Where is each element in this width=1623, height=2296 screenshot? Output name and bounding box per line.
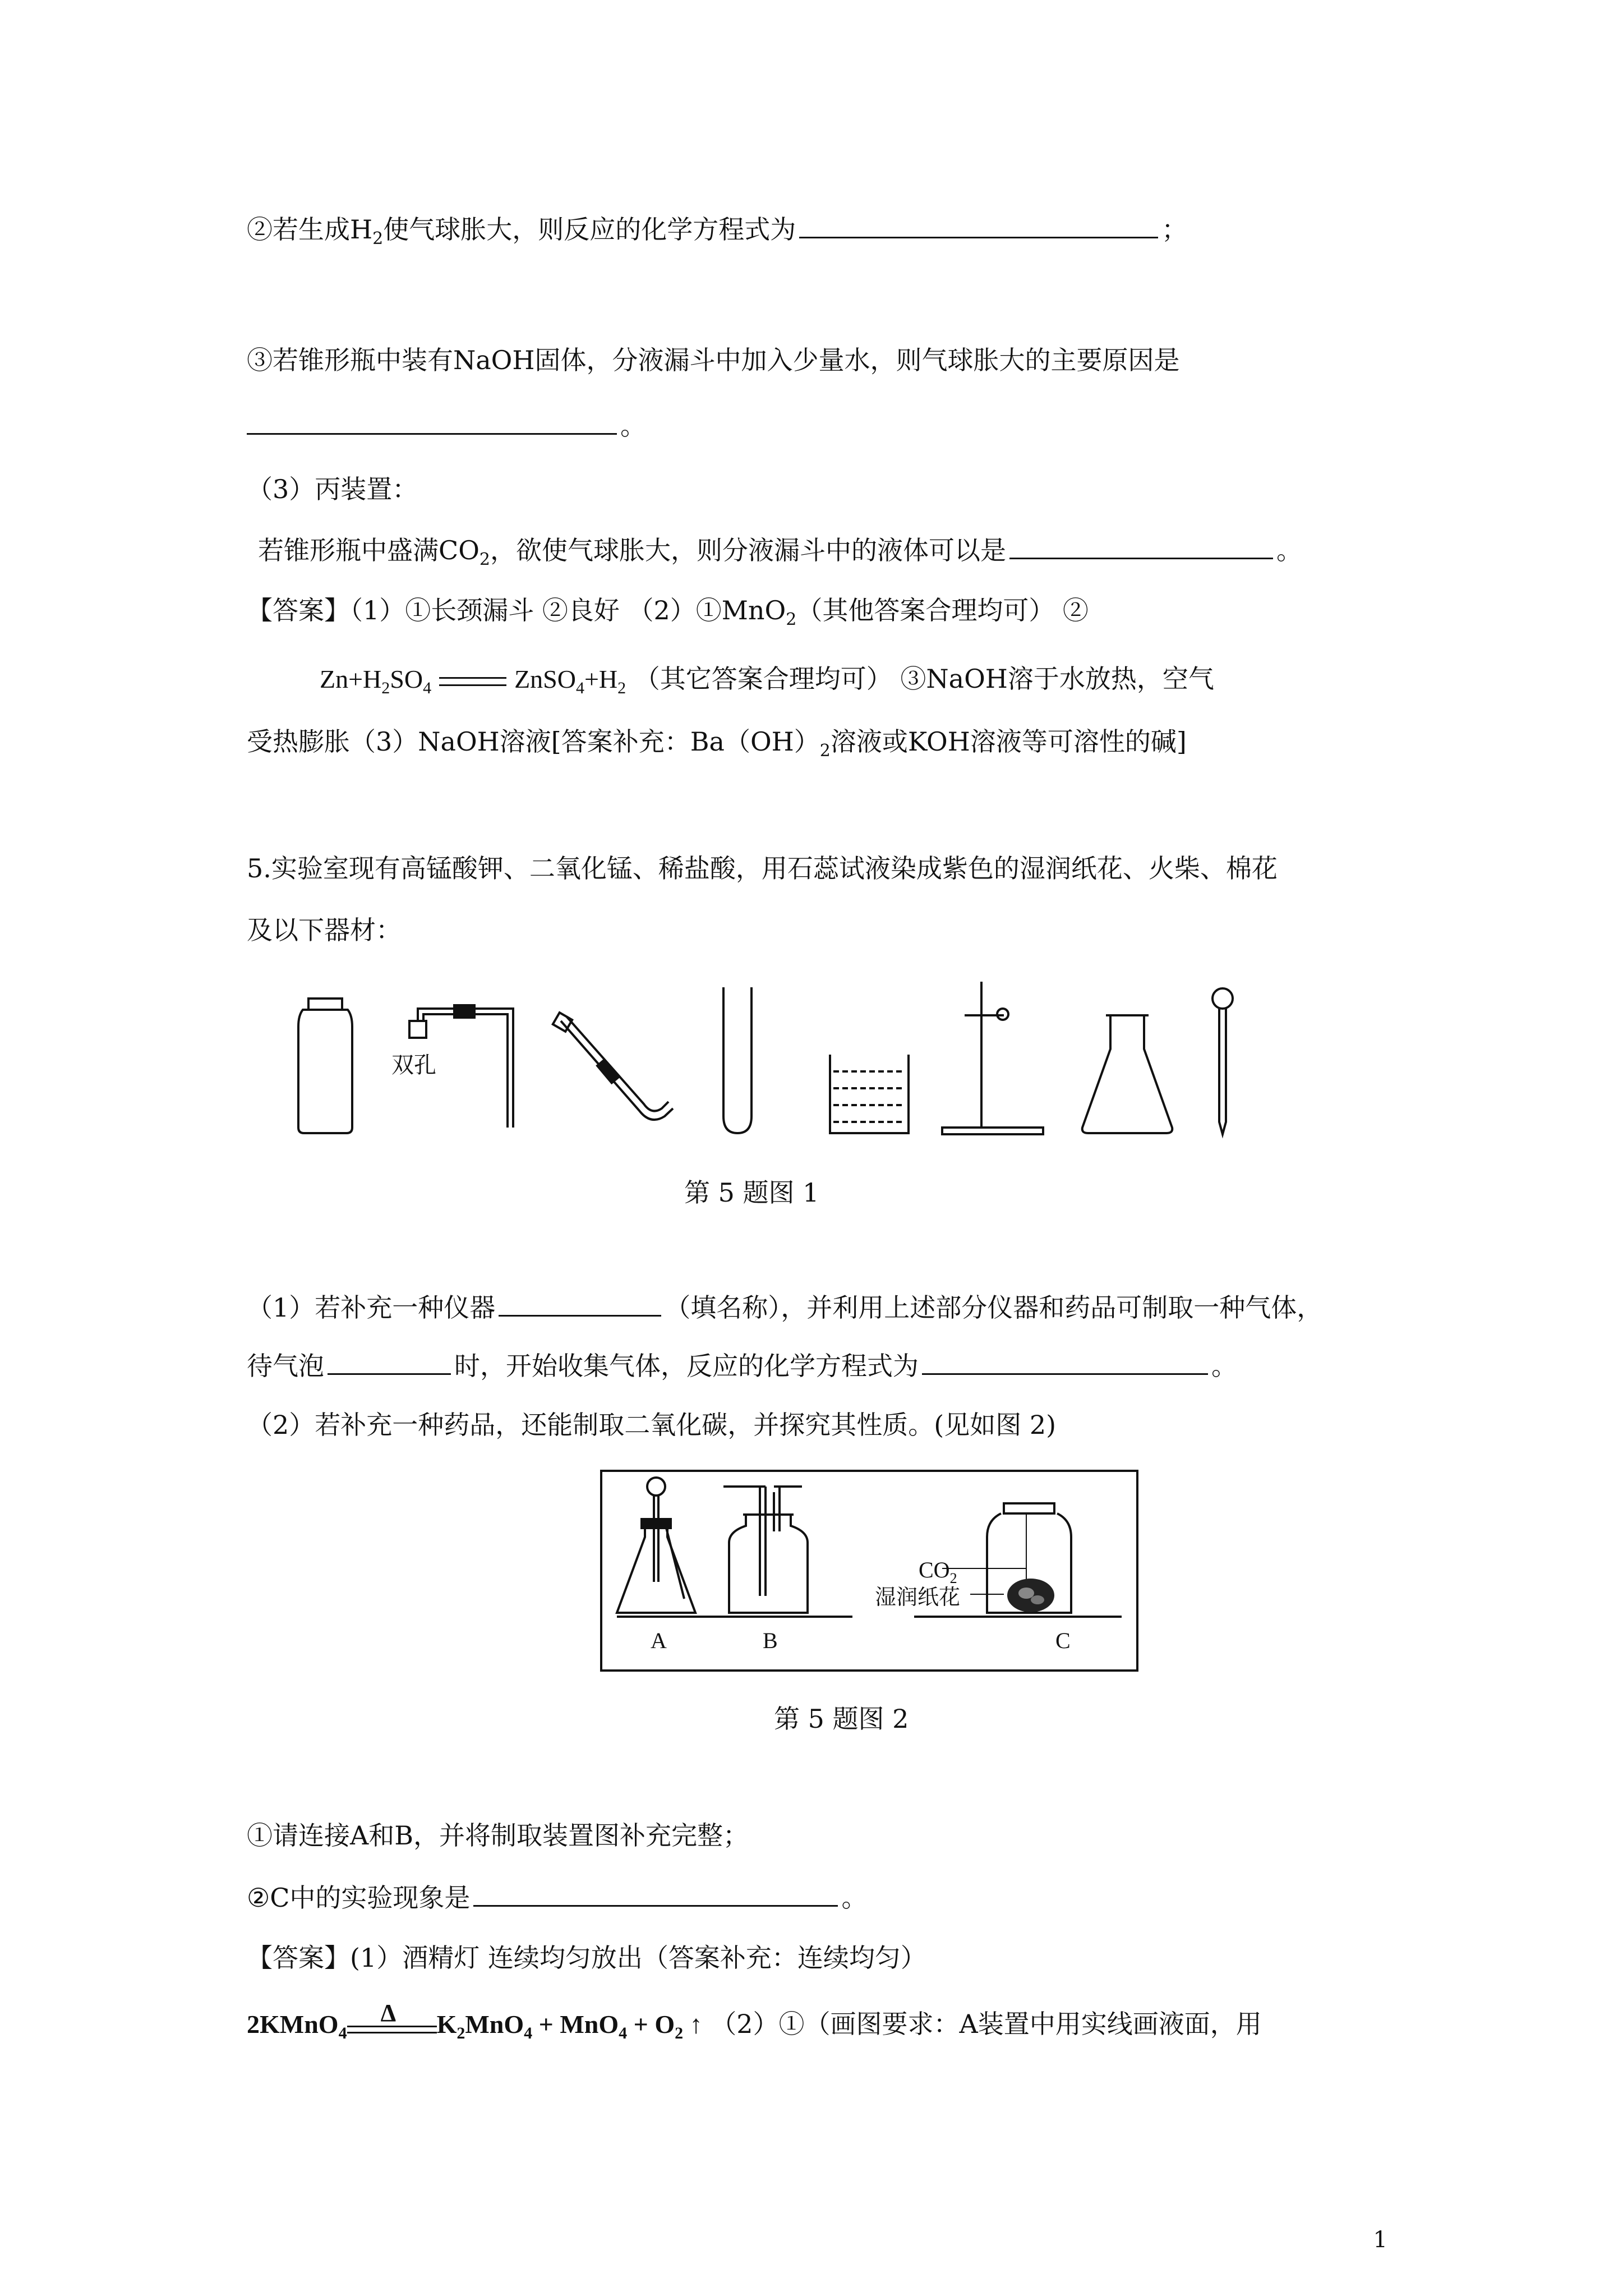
wet-paper-flower-icon [1007, 1579, 1054, 1612]
answer-blank[interactable] [799, 212, 1158, 238]
q4-item2-line: ②若生成$H_2$使气球胀大，则反应的化学方程式为 ； [247, 212, 1187, 246]
q5-part2-line: （2）若补充一种药品，还能制取二氧化碳，并探究其性质。(见如图 2) [247, 1410, 1057, 1440]
fig2-label-b: B [763, 1628, 778, 1653]
q4-answer-line3: 受热膨胀（3）NaOH溶液[答案补充：$Ba(OH)_2$溶液或KOH溶液等可溶性的碱] [247, 726, 1187, 761]
answer-blank[interactable] [922, 1349, 1208, 1375]
page-number: 1 [1373, 2227, 1387, 2253]
fig2-label-a: A [651, 1628, 667, 1653]
fig1-caption: 第 5 题图 1 [684, 1177, 819, 1208]
q4-answer-line2: $Zn+H_2SO_4$ $ZnSO_4+H_2$ （其它答案合理均可） ③NaOH溶于水放热，空气 [320, 664, 1214, 697]
conical-flask-icon [1082, 1015, 1173, 1133]
answer-blank[interactable] [499, 1290, 661, 1317]
kmno4-equation: 2KMnO$_4$ Δ $K_2MnO_4 + MnO_4 + O_2$ ↑ [247, 1999, 703, 2042]
stopper-delivery-tube-icon [553, 1013, 673, 1120]
bottle-b-icon [723, 1487, 808, 1613]
test-tube-icon [723, 987, 751, 1133]
q4-item3-line: ③若锥形瓶中装有NaOH固体，分液漏斗中加入少量水，则气球胀大的主要原因是 [247, 345, 1180, 375]
long-funnel-icon [1212, 988, 1233, 1134]
answer-blank[interactable] [473, 1880, 838, 1907]
q5-stem-line1: 5.实验室现有高锰酸钾、二氧化锰、稀盐酸，用石蕊试液染成紫色的湿润纸花、火柴、棉花 [247, 853, 1278, 884]
figure-2-apparatus [600, 1470, 1138, 1672]
equals-sign [439, 677, 506, 686]
q5-stem-line2: 及以下器材： [247, 915, 402, 945]
figure-1-apparatus [292, 976, 1301, 1139]
fig2-label-co2: $CO_2$ [919, 1557, 957, 1586]
answer-blank[interactable] [1009, 533, 1273, 559]
q5-answer-line2: 2KMnO$_4$ Δ $K_2MnO_4 + MnO_4 + O_2$ ↑ （2）①（画图要求：A装置中用实线画液面，用 [247, 1999, 1262, 2042]
q4-part3-title: （3）丙装置： [247, 474, 418, 504]
fig2-caption: 第 5 题图 2 [774, 1704, 909, 1734]
gas-bottle-icon [298, 999, 352, 1133]
iron-stand-icon [942, 982, 1043, 1134]
water-trough-icon [830, 1055, 909, 1133]
q5-answer-line1: 【答案】(1）酒精灯 连续均匀放出（答案补充：连续均匀） [247, 1943, 926, 1973]
q4-part3-line: 若锥形瓶中盛满$CO_2$，欲使气球胀大，则分液漏斗中的液体可以是 。 [258, 533, 1302, 567]
q4-item3-blank-line: 。 [247, 408, 646, 443]
q5-sub2: ②C中的实验现象是 。 [247, 1880, 867, 1915]
flask-a-icon [617, 1478, 695, 1613]
q5-part1-line2: 待气泡 时，开始收集气体，反应的化学方程式为 。 [247, 1349, 1237, 1383]
q4-answer-line1: 【答案】（1）①长颈漏斗 ②良好 （2）①MnO$_2$（其他答案合理均可） ② [247, 595, 1089, 629]
fig2-label-c: C [1055, 1628, 1071, 1653]
q5-sub1: ①请连接A和B，并将制取装置图补充完整； [247, 1820, 749, 1851]
q5-part1-line1: （1）若补充一种仪器 （填名称），并利用上述部分仪器和药品可制取一种气体， [247, 1290, 1322, 1324]
fig1-label-double-hole: 双孔 [391, 1052, 436, 1078]
answer-blank[interactable] [247, 408, 617, 435]
fig2-label-paper: 湿润纸花 [875, 1585, 961, 1609]
answer-blank[interactable] [328, 1349, 451, 1375]
